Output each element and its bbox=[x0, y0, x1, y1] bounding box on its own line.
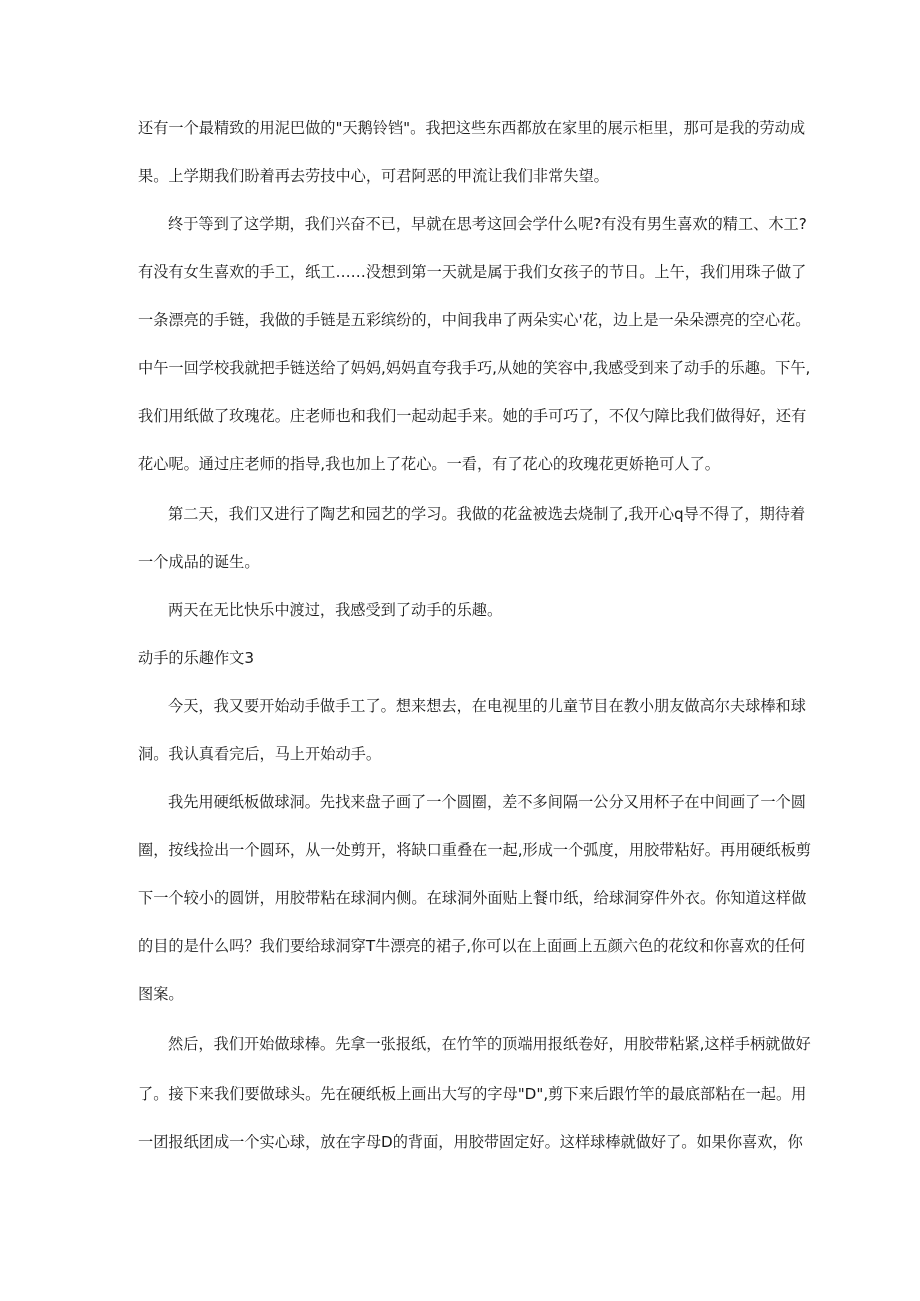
text-line: 圈，按线捡出一个圆环，从一处剪开，将缺口重叠在一起,形成一个弧度，用胶带粘好。再用硬纸板剪 bbox=[138, 841, 812, 859]
paragraph-start-line: 两天在无比快乐中渡过，我感受到了动手的乐趣。 bbox=[168, 601, 503, 619]
text-line: 下一个较小的圆饼，用胶带粘在球洞内侧。在球洞外面贴上餐巾纸，给球洞穿件外衣。你知道这样做 bbox=[138, 889, 807, 907]
text-line: 一个成品的诞生。 bbox=[138, 553, 260, 571]
paragraph-start-line: 我先用硬纸板做球洞。先找来盘子画了一个圆圈，差不多间隔一公分又用杯子在中间画了一个圆 bbox=[168, 793, 806, 811]
text-line: 的目的是什么吗？我们要给球洞穿T牛漂亮的裙子,你可以在上面画上五颜六色的花纹和你喜欢的任何 bbox=[138, 937, 806, 955]
text-line: 一条漂亮的手链，我做的手链是五彩缤纷的，中间我串了两朵实心'花，边上是一朵朵漂亮的空心花。 bbox=[138, 311, 811, 329]
text-line: 我们用纸做了玫瑰花。庄老师也和我们一起动起手来。她的手可巧了，不仅勺障比我们做得好，还有 bbox=[138, 407, 807, 425]
text-line: 花心呢。通过庄老师的指导,我也加上了花心。一看，有了花心的玫瑰花更娇艳可人了。 bbox=[138, 455, 720, 473]
paragraph-start-line: 然后，我们开始做球棒。先拿一张报纸，在竹竿的顶端用报纸卷好，用胶带粘紧,这样手柄就做好 bbox=[168, 1035, 811, 1053]
text-line: 中午一回学校我就把手链送给了妈妈,妈妈直夸我手巧,从她的笑容中,我感受到来了动手的乐趣。下午, bbox=[138, 359, 811, 377]
text-line: 洞。我认真看完后，马上开始动手。 bbox=[138, 745, 381, 763]
text-line: 还有一个最精致的用泥巴做的"天鹅铃铛"。我把这些东西都放在家里的展示柜里，那可是我的劳动成 bbox=[138, 119, 806, 137]
text-line: 果。上学期我们盼着再去劳技中心，可君阿恶的甲流让我们非常失望。 bbox=[138, 167, 609, 185]
text-line: 一团报纸团成一个实心球，放在字母D的背面，用胶带固定好。这样球棒就做好了。如果你喜欢，你 bbox=[138, 1133, 803, 1151]
section-heading: 动手的乐趣作文3 bbox=[138, 649, 254, 667]
text-line: 图案。 bbox=[138, 985, 184, 1003]
paragraph-start-line: 今天，我又要开始动手做手工了。想来想去，在电视里的儿童节目在教小朋友做高尔夫球棒和球 bbox=[168, 697, 806, 715]
text-line: 了。接下来我们要做球头。先在硬纸板上画出大写的字母"D",剪下来后跟竹竿的最底部粘在一起。用 bbox=[138, 1085, 807, 1103]
text-line: 有没有女生喜欢的手工，纸工……没想到第一天就是属于我们女孩子的节日。上午，我们用珠子做了 bbox=[138, 263, 807, 281]
paragraph-start-line: 第二天，我们又进行了陶艺和园艺的学习。我做的花盆被选去烧制了,我开心q导不得了，期待着 bbox=[168, 505, 806, 523]
paragraph-start-line: 终于等到了这学期，我们兴奋不已，早就在思考这回会学什么呢?有没有男生喜欢的精工、木工? bbox=[168, 215, 807, 233]
